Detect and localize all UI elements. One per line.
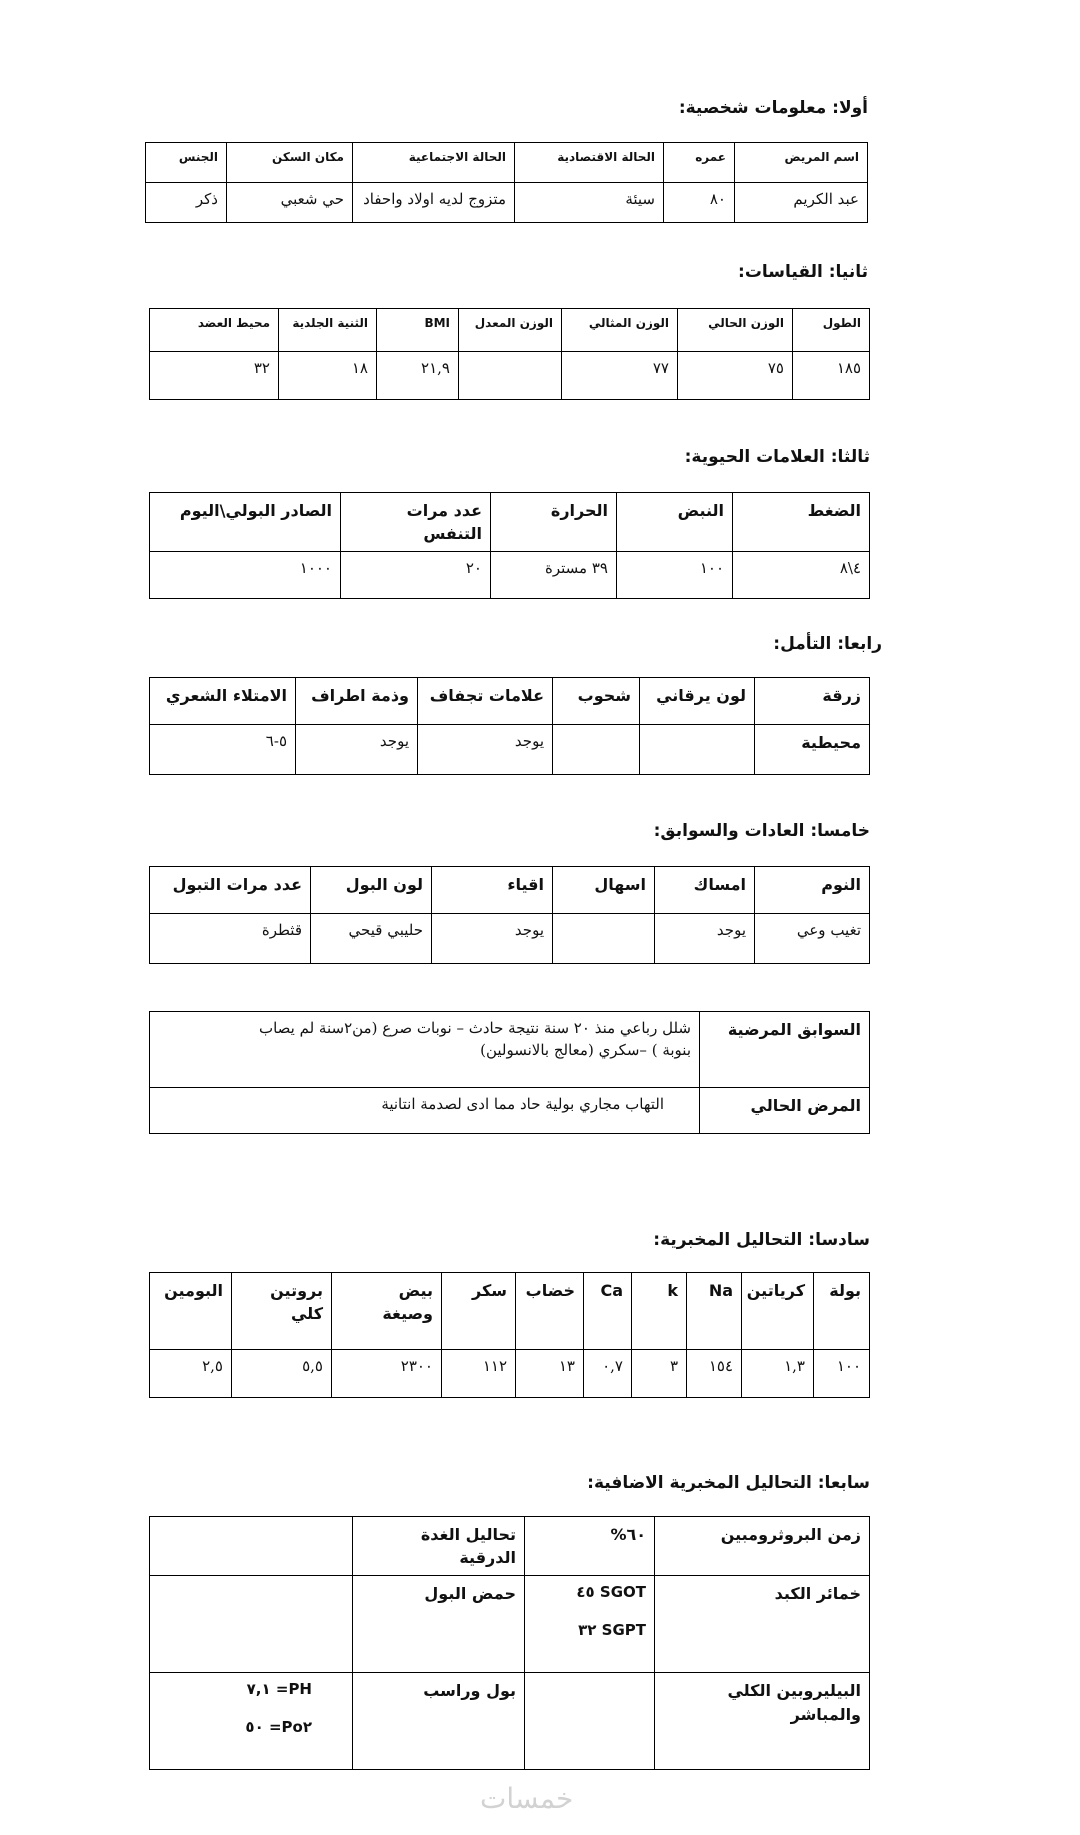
value-potassium: ٣ (632, 1350, 687, 1398)
label-prothrombin-time: زمن البروثرومبين (655, 1517, 870, 1576)
value-bilirubin (525, 1673, 655, 1770)
value-vomiting: يوجد (432, 914, 553, 964)
value-po2: Po٢= ٥٠ (245, 1718, 312, 1737)
label-uric-acid: حمض البول (353, 1576, 525, 1673)
value-patient-name: عبد الكريم (735, 183, 868, 223)
vitals-table (149, 492, 870, 599)
header-vomiting: اقياء (432, 867, 553, 914)
value-social-status: متزوج لديه اولاد واحفاد (353, 183, 515, 223)
value-arm-circumference: ٣٢ (150, 352, 279, 400)
value-economic-status: سيئة (515, 183, 664, 223)
value-prothrombin-time: ٦٠% (525, 1517, 655, 1576)
header-cyanosis: زرقة (755, 678, 870, 725)
header-constipation: امساك (655, 867, 755, 914)
value-ideal-weight: ٧٧ (562, 352, 678, 400)
header-economic-status: الحالة الاقتصادية (515, 143, 664, 183)
label-past-history: السوابق المرضية (700, 1012, 870, 1088)
value-urine-output: ١٠٠٠ (150, 552, 341, 599)
personal-info-table (145, 142, 868, 223)
header-dehydration: علامات تجفاف (418, 678, 553, 725)
header-diarrhea: اسهال (553, 867, 655, 914)
header-capillary-refill: الامتلاء الشعري (150, 678, 296, 725)
value-urine-color: حليبي قيحي (311, 914, 432, 964)
header-residence: مكان السكن (227, 143, 353, 183)
value-pallor (553, 725, 640, 775)
value-albumin: ٢,٥ (150, 1350, 232, 1398)
section-title-measurements: ثانيا: القياسات: (738, 262, 868, 282)
value-calcium: ٠,٧ (584, 1350, 632, 1398)
header-gender: الجنس (146, 143, 227, 183)
value-liver-enzymes (525, 1576, 655, 1673)
value-constipation: يوجد (655, 914, 755, 964)
value-cyanosis: محيطية (755, 725, 870, 775)
label-liver-enzymes: خمائر الكبد (655, 1576, 870, 1673)
header-albumin: البومين (150, 1273, 232, 1350)
header-patient-name: اسم المريض (735, 143, 868, 183)
section-title-vitals: ثالثا: العلامات الحيوية: (684, 447, 870, 467)
header-height: الطول (793, 309, 870, 352)
header-creatinine: كرياتين (742, 1273, 814, 1350)
value-blood-pressure: ٤\٨ (733, 552, 870, 599)
value-sgpt: SGPT ٣٢ (578, 1621, 646, 1640)
value-ph: PH= ٧,١ (246, 1680, 312, 1699)
header-social-status: الحالة الاجتماعية (353, 143, 515, 183)
section-title-habits: خامسا: العادات والسوابق: (653, 821, 870, 841)
habits-table (149, 866, 870, 964)
value-adjusted-weight (459, 352, 562, 400)
header-calcium: Ca (584, 1273, 632, 1350)
value-jaundice (640, 725, 755, 775)
section-title-labs: سادسا: التحاليل المخبرية: (653, 1230, 870, 1250)
value-current-illness: التهاب مجاري بولية حاد مما ادى لصدمة انتانية (150, 1088, 700, 1134)
value-edema: يوجد (296, 725, 418, 775)
section-title-extra-labs: سابعا: التحاليل المخبرية الاضافية: (587, 1473, 870, 1493)
value-residence: حي شعبي (227, 183, 353, 223)
value-thyroid-tests (150, 1517, 353, 1576)
value-skinfold: ١٨ (279, 352, 377, 400)
header-total-protein: بروتين كلي (232, 1273, 332, 1350)
header-glucose: سكر (442, 1273, 516, 1350)
header-skinfold: الثنية الجلدية (279, 309, 377, 352)
value-temperature: ٣٩ مسترة (491, 552, 617, 599)
value-total-protein: ٥,٥ (232, 1350, 332, 1398)
header-adjusted-weight: الوزن المعدل (459, 309, 562, 352)
value-sleep: تغيب وعي (755, 914, 870, 964)
header-sleep: النوم (755, 867, 870, 914)
header-pulse: النبض (617, 493, 733, 552)
value-creatinine: ١,٣ (742, 1350, 814, 1398)
header-temperature: الحرارة (491, 493, 617, 552)
watermark-logo: خمسات (480, 1782, 574, 1815)
header-urine-output: الصادر البولي\اليوم (150, 493, 341, 552)
header-arm-circumference: محيط العضد (150, 309, 279, 352)
value-sodium: ١٥٤ (687, 1350, 742, 1398)
header-sodium: Na (687, 1273, 742, 1350)
header-current-weight: الوزن الحالي (678, 309, 793, 352)
value-gender: ذكر (146, 183, 227, 223)
value-past-history: شلل رباعي منذ ٢٠ سنة نتيجة حادث – نوبات صرع (من٢سنة لم يصاب بنوبة ) –سكري (معالج بالانسولين) (150, 1012, 700, 1088)
value-capillary-refill: ٥-٦ (150, 725, 296, 775)
labs-table (149, 1272, 870, 1398)
header-urea: بولة (814, 1273, 870, 1350)
header-hemoglobin: خضاب (516, 1273, 584, 1350)
extra-labs-table (149, 1516, 870, 1770)
value-sgot: SGOT ٤٥ (576, 1583, 646, 1602)
value-urination-frequency: قثطرة (150, 914, 311, 964)
value-urea: ١٠٠ (814, 1350, 870, 1398)
header-respiratory-rate: عدد مرات التنفس (341, 493, 491, 552)
value-pulse: ١٠٠ (617, 552, 733, 599)
header-jaundice: لون يرقاني (640, 678, 755, 725)
section-title-personal: أولا: معلومات شخصية: (678, 98, 868, 118)
value-respiratory-rate: ٢٠ (341, 552, 491, 599)
label-bilirubin: البيليروبين الكلي والمباشر (655, 1673, 870, 1770)
header-ideal-weight: الوزن المثالي (562, 309, 678, 352)
value-hemoglobin: ١٣ (516, 1350, 584, 1398)
value-diarrhea (553, 914, 655, 964)
header-age: عمره (664, 143, 735, 183)
header-blood-pressure: الضغط (733, 493, 870, 552)
header-urination-frequency: عدد مرات التبول (150, 867, 311, 914)
header-edema: وذمة اطراف (296, 678, 418, 725)
value-wbc-differential: ٢٣٠٠ (332, 1350, 442, 1398)
value-dehydration: يوجد (418, 725, 553, 775)
label-urinalysis: بول وراسب (353, 1673, 525, 1770)
value-age: ٨٠ (664, 183, 735, 223)
inspection-table (149, 677, 870, 775)
value-current-weight: ٧٥ (678, 352, 793, 400)
section-title-inspection: رابعا: التأمل: (773, 634, 882, 654)
header-wbc-differential: بيض وصيغة (332, 1273, 442, 1350)
value-glucose: ١١٢ (442, 1350, 516, 1398)
header-bmi: BMI (377, 309, 459, 352)
label-current-illness: المرض الحالي (700, 1088, 870, 1134)
measurements-table (149, 308, 870, 400)
value-height: ١٨٥ (793, 352, 870, 400)
value-urinalysis (150, 1673, 353, 1770)
header-potassium: k (632, 1273, 687, 1350)
header-pallor: شحوب (553, 678, 640, 725)
header-urine-color: لون البول (311, 867, 432, 914)
value-bmi: ٢١,٩ (377, 352, 459, 400)
value-uric-acid (150, 1576, 353, 1673)
medical-history-table (149, 1011, 870, 1134)
label-thyroid-tests: تحاليل الغدة الدرقية (353, 1517, 525, 1576)
